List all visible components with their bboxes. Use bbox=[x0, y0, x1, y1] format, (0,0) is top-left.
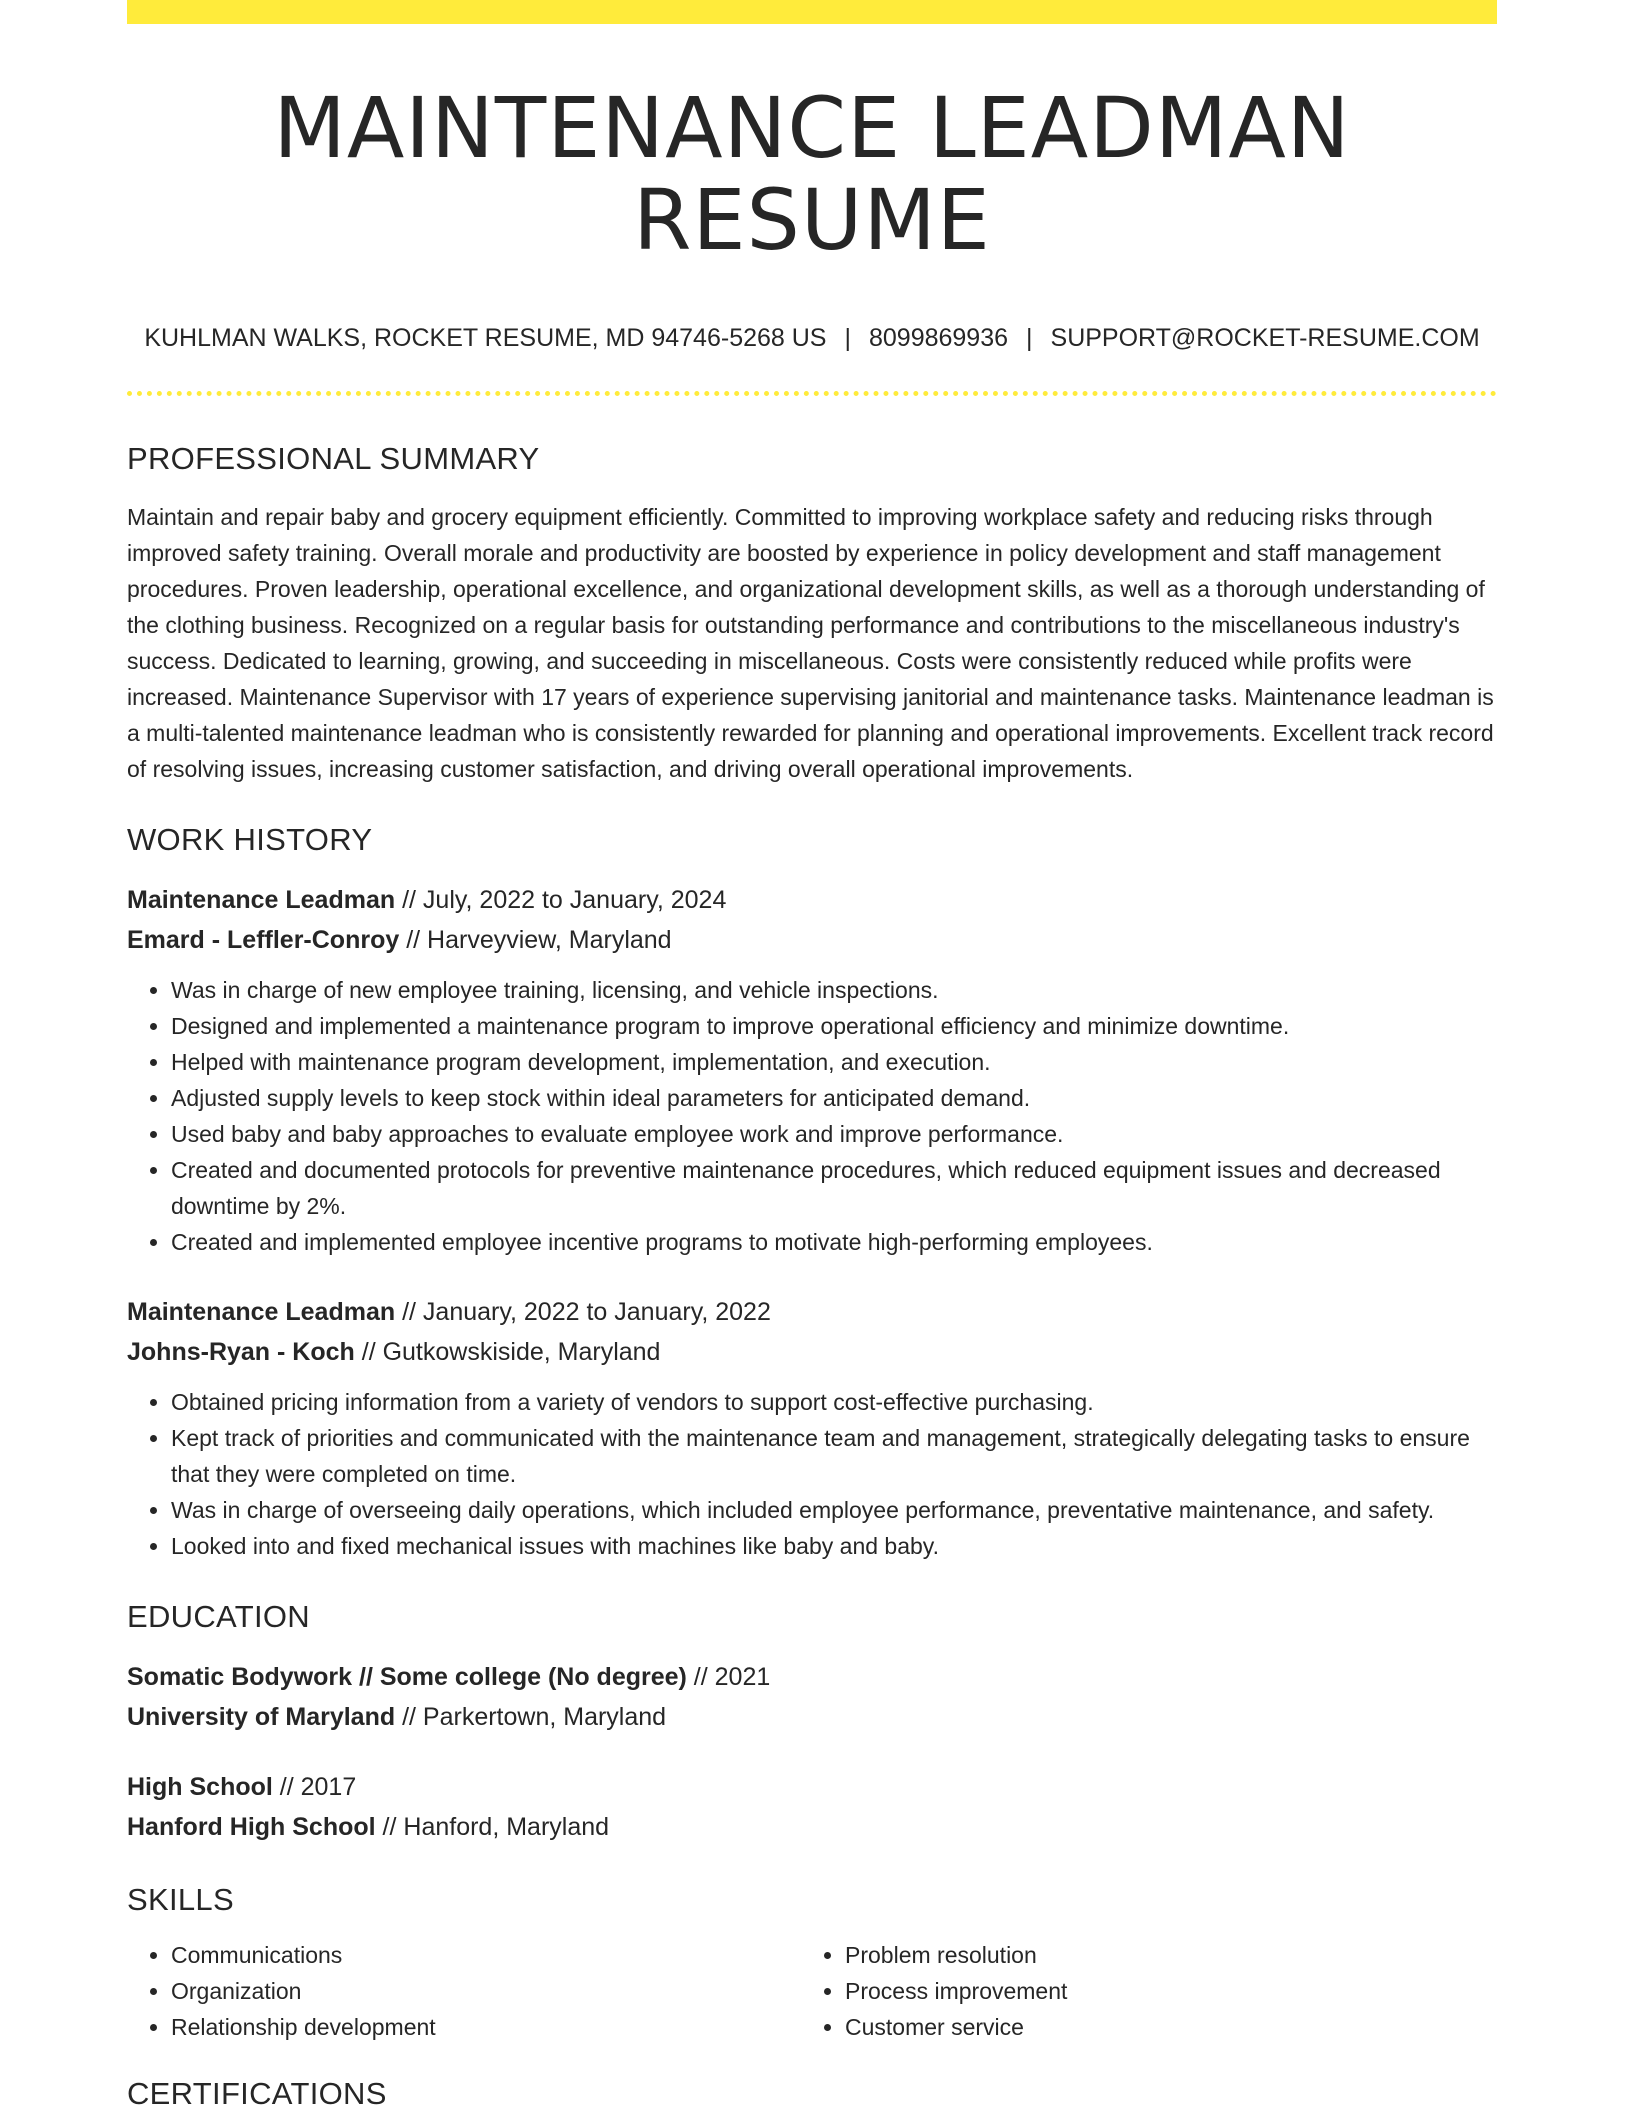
resume-page bbox=[127, 0, 1497, 2112]
section-title-work-history: WORK HISTORY bbox=[127, 821, 373, 857]
contact-line bbox=[127, 323, 1497, 353]
job-bullet: • Designed and implemented a maintenance program to improve operational efficiency and minimize downtime. bbox=[171, 1008, 1497, 1044]
job-bullet: • Created and implemented employee incentive programs to motivate high-performing employees. bbox=[171, 1224, 1497, 1260]
education-year: // 2017 bbox=[272, 1773, 357, 1802]
job-bullet: • Adjusted supply levels to keep stock within ideal parameters for anticipated demand. bbox=[171, 1080, 1497, 1116]
job-role: Maintenance Leadman bbox=[127, 1298, 396, 1327]
section-title-education: EDUCATION bbox=[127, 1599, 310, 1635]
job-company: Emard - Leffler-Conroy bbox=[127, 926, 400, 955]
section-title-summary: PROFESSIONAL SUMMARY bbox=[127, 440, 540, 476]
section-title-skills: SKILLS bbox=[127, 1882, 234, 1918]
job-bullet: • Looked into and fixed mechanical issues with machines like baby and baby. bbox=[171, 1528, 1497, 1564]
education-location: // Parkertown, Maryland bbox=[395, 1703, 667, 1732]
job-bullet: • Helped with maintenance program development, implementation, and execution. bbox=[171, 1044, 1497, 1080]
job-role-line bbox=[127, 1292, 1497, 1332]
skill-item: • Organization bbox=[171, 1973, 801, 2009]
skill-item: • Communications bbox=[171, 1937, 801, 1973]
education-degree-line bbox=[127, 1767, 1497, 1807]
job-bullet: • Was in charge of new employee training, licensing, and vehicle inspections. bbox=[171, 972, 1497, 1008]
contact-separator: | bbox=[1026, 323, 1033, 352]
job-location: // Harveyview, Maryland bbox=[399, 926, 672, 955]
education-location: // Hanford, Maryland bbox=[375, 1813, 610, 1842]
job-dates: // January, 2022 to January, 2022 bbox=[395, 1298, 771, 1327]
skill-item: • Customer service bbox=[845, 2009, 1475, 2045]
education-school: Hanford High School bbox=[127, 1813, 376, 1842]
dotted-divider bbox=[127, 391, 1497, 396]
job-company-line bbox=[127, 1332, 1497, 1372]
job-role: Maintenance Leadman bbox=[127, 886, 396, 915]
job-bullet: • Used baby and baby approaches to evaluate employee work and improve performance. bbox=[171, 1116, 1497, 1152]
education-school: University of Maryland bbox=[127, 1703, 396, 1732]
job-company: Johns-Ryan - Koch bbox=[127, 1338, 355, 1367]
skill-item: • Problem resolution bbox=[845, 1937, 1475, 1973]
resume-title: MAINTENANCE LEADMAN RESUME bbox=[273, 79, 1351, 270]
education-degree: Somatic Bodywork // Some college (No degree) bbox=[127, 1663, 687, 1692]
contact-phone: 8099869936 bbox=[868, 323, 1009, 352]
education-degree: High School bbox=[127, 1773, 273, 1802]
skill-item: • Relationship development bbox=[171, 2009, 801, 2045]
skill-item: • Process improvement bbox=[845, 1973, 1475, 2009]
education-school-line bbox=[127, 1697, 1497, 1737]
job-bullet: • Created and documented protocols for preventive maintenance procedures, which reduced equipment issues and decreased downtime by 2%. bbox=[171, 1152, 1497, 1224]
education-school-line bbox=[127, 1807, 1497, 1847]
skills-grid bbox=[127, 1937, 1497, 2045]
education-year: // 2021 bbox=[686, 1663, 771, 1692]
job-company-line bbox=[127, 920, 1497, 960]
skills-column-left bbox=[127, 1937, 801, 2045]
top-accent-bar bbox=[127, 0, 1497, 24]
job-role-line bbox=[127, 880, 1497, 920]
education-degree-line bbox=[127, 1657, 1497, 1697]
job-bullets bbox=[127, 972, 1497, 1260]
summary-text: Maintain and repair baby and grocery equipment efficiently. Committed to improving workplace safety and reducing risks through improved safety training. Overall morale and productivity are boosted by experience in policy development and staff management procedures. Proven leadership, operational excellence, and organizational development skills, as well as a thorough understanding of the clothing business. Recognized on a regular basis for outstanding performance and contributions to the miscellaneous industry's success. Dedicated to learning, growing, and succeeding in miscellaneous. Costs were consistently reduced while profits were increased. Maintenance Supervisor with 17 years of experience supervising janitorial and maintenance tasks. Maintenance leadman is a multi-talented maintenance leadman who is consistently rewarded for planning and operational improvements. Excellent track record of resolving issues, increasing customer satisfaction, and driving overall operational improvements. bbox=[127, 503, 1494, 782]
contact-address: KUHLMAN WALKS, ROCKET RESUME, MD 94746-5268 US bbox=[144, 323, 827, 352]
contact-email: SUPPORT@ROCKET-RESUME.COM bbox=[1050, 323, 1480, 352]
job-dates: // July, 2022 to January, 2024 bbox=[395, 886, 727, 915]
job-location: // Gutkowskiside, Maryland bbox=[354, 1338, 661, 1367]
job-bullet: • Kept track of priorities and communicated with the maintenance team and management, strategically delegating tasks to ensure that they were completed on time. bbox=[171, 1420, 1497, 1492]
job-bullet: • Was in charge of overseeing daily operations, which included employee performance, preventative maintenance, and safety. bbox=[171, 1492, 1497, 1528]
skills-column-right bbox=[801, 1937, 1475, 2045]
section-title-certifications: CERTIFICATIONS bbox=[127, 2075, 387, 2111]
job-bullets bbox=[127, 1384, 1497, 1564]
contact-separator: | bbox=[844, 323, 851, 352]
job-bullet: • Obtained pricing information from a variety of vendors to support cost-effective purchasing. bbox=[171, 1384, 1497, 1420]
